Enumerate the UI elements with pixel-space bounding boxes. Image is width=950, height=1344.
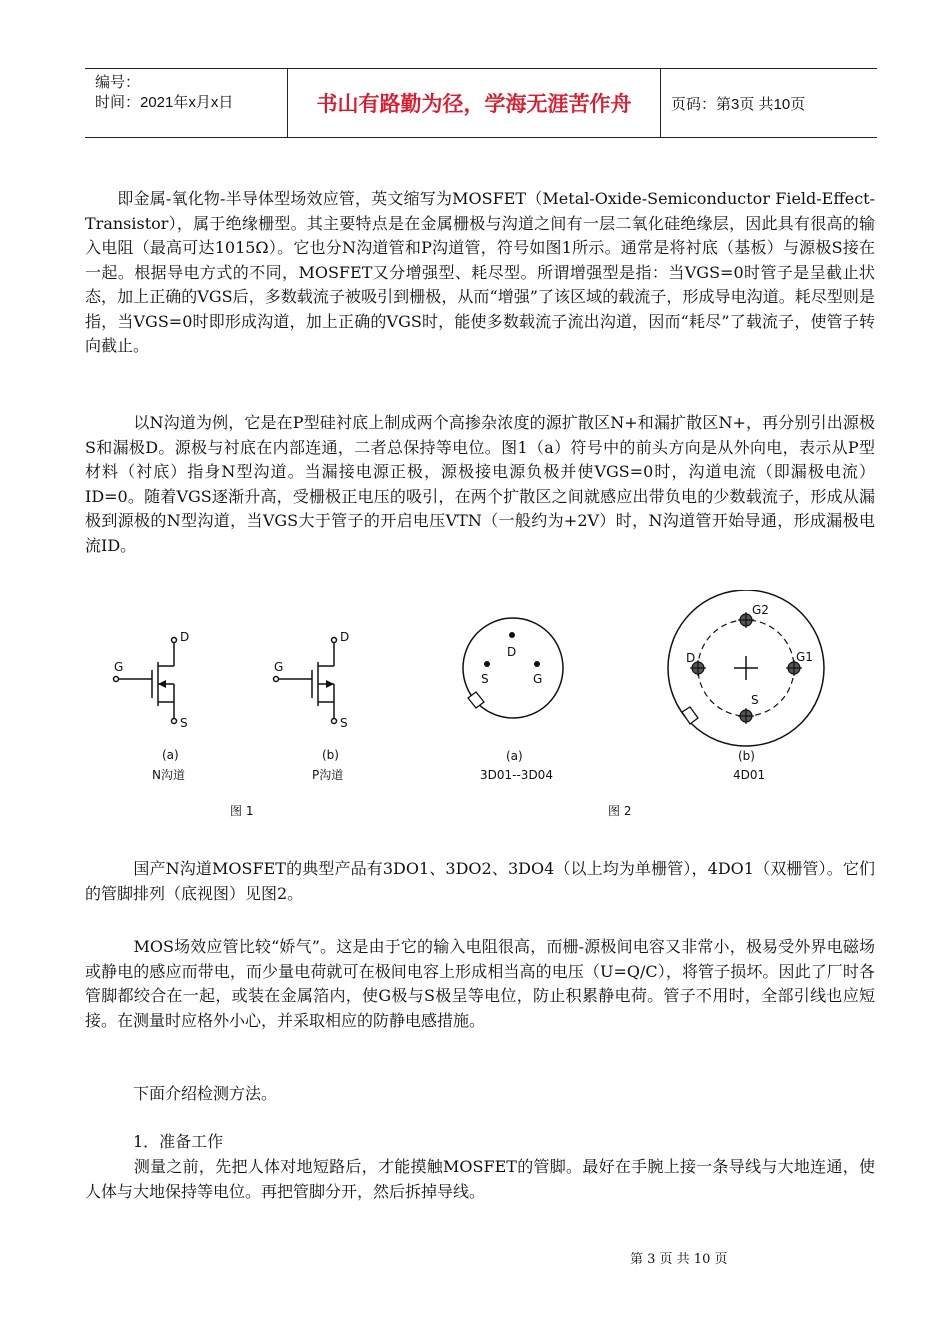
fig2b-pin-d: D — [686, 651, 696, 665]
paragraph-products: 国产N沟道MOSFET的典型产品有3DO1、3DO2、3DO4（以上均为单栅管），4DO1（双栅管）。它们的管脚排列（底视图）见图2。 — [85, 859, 875, 903]
header-meta — [85, 69, 295, 141]
paragraph-n-channel: 以N沟道为例，它是在P型硅衬底上制成两个高掺杂浓度的源扩散区N+和漏扩散区N+，再分别引出源极S和漏极D。源极与衬底在内部连通，二者总保持等电位。图1（a）符号中的前头方向是从外向电，表示从P型材料（衬底）指身N型沟道。当漏接电源正极，源极接电源负极并使VGS=0时，沟道电流（即漏极电流）ID=0。随着VGS逐渐升高，受栅极正电压的吸引，在两个扩散区之间就感应出带负电的少数载流子，形成从漏极到源极的N型沟道，当VGS大于管子的开启电压VTN（一般约为+2V）时，N沟道管开始导通，形成漏极电流ID。 — [85, 413, 875, 555]
page-footer: 第 3 页 共 10 页 — [630, 1252, 728, 1267]
fig1b-name: P沟道 — [312, 768, 344, 782]
fig1a-label: (a) — [162, 748, 179, 762]
fig1b-pin-g: G — [274, 660, 284, 674]
fig2b-label: (b) — [738, 749, 755, 763]
paragraph-prep: 测量之前，先把人体对地短路后，才能摸触MOSFET的管脚。最好在手腕上接一条导线与大地连通，使人体与大地保持等电位。再把管脚分开，然后拆掉导线。 — [85, 1157, 875, 1201]
fig2a-pin-d: D — [507, 645, 517, 659]
fig2b-pin-s: S — [751, 693, 759, 707]
page-label: 页码：第3页 共10页 — [671, 95, 806, 113]
fig1b-label: (b) — [322, 748, 339, 762]
fig1a-pin-s: S — [180, 716, 188, 730]
section-heading-prep: 1．准备工作 — [85, 1132, 224, 1151]
fig2a-pin-g: G — [533, 672, 543, 686]
fig2b-pin-g2: G2 — [752, 603, 769, 617]
paragraph-methods: 下面介绍检测方法。 — [85, 1084, 278, 1103]
time-label: 时间：2021年x月x日 — [95, 94, 234, 111]
paragraph-intro: 即金属-氧化物-半导体型场效应管，英文缩写为MOSFET（Metal-Oxide-Semiconductor Field-Effect-Transistor），属于绝缘栅型。其主要特点是在金属栅极与沟道之间有一层二氧化硅绝缘层，因此具有很高的输入电阻（最高可达1015Ω）。它也分N沟道管和P沟道管，符号如图1所示。通常是将衬底（基板）与源极S接在一起。根据导电方式的不同，MOSFET又分增强型、耗尽型。所谓增强型是指：当VGS=0时管子是呈截止状态，加上正确的VGS后，多数载流子被吸引到栅极，从而“增强”了该区域的载流子，形成导电沟道。耗尽型则是指，当VGS=0时即形成沟道，加上正确的VGS时，能使多数载流子流出沟道，因而“耗尽”了载流子，使管子转向截止。 — [85, 189, 875, 355]
number-label: 编号： — [95, 74, 141, 91]
fig1a-pin-g: G — [114, 660, 124, 674]
header-motto — [287, 69, 661, 137]
fig2-caption: 图 2 — [608, 804, 632, 818]
fig2a-label: (a) — [506, 749, 523, 763]
p-channel-symbol — [274, 638, 337, 724]
figure-2 — [450, 590, 830, 825]
fig2a-pin-s: S — [481, 672, 489, 686]
paragraph-static: MOS场效应管比较“娇气”。这是由于它的输入电阻很高，而栅-源极间电容又非常小，极易受外界电磁场或静电的感应而带电，而少量电荷就可在极间电容上形成相当高的电压（U=Q/C），将管子损坏。因此了厂时各管脚都绞合在一起，或装在金属箔内，使G极与S极呈等电位，防止积累静电荷。管子不用时，全部引线也应短接。在测量时应格外小心，并采取相应的防静电感措施。 — [85, 937, 875, 1030]
figure-1 — [100, 620, 380, 820]
fig1a-pin-d: D — [180, 630, 190, 644]
fig2b-name: 4D01 — [733, 768, 766, 782]
fig1-caption: 图 1 — [230, 804, 254, 818]
fig2a-name: 3D01--3D04 — [480, 768, 553, 782]
fig2b-pin-g1: G1 — [796, 650, 813, 664]
fig1b-pin-d: D — [340, 630, 350, 644]
package-3d01 — [463, 618, 563, 718]
motto-text: 书山有路勤为径，学海无涯苦作舟 — [316, 92, 632, 116]
page-header — [85, 68, 877, 138]
fig1a-name: N沟道 — [152, 768, 185, 782]
header-page — [661, 69, 887, 137]
fig1b-pin-s: S — [340, 716, 348, 730]
package-4d01 — [668, 590, 824, 746]
n-channel-symbol — [114, 638, 177, 724]
